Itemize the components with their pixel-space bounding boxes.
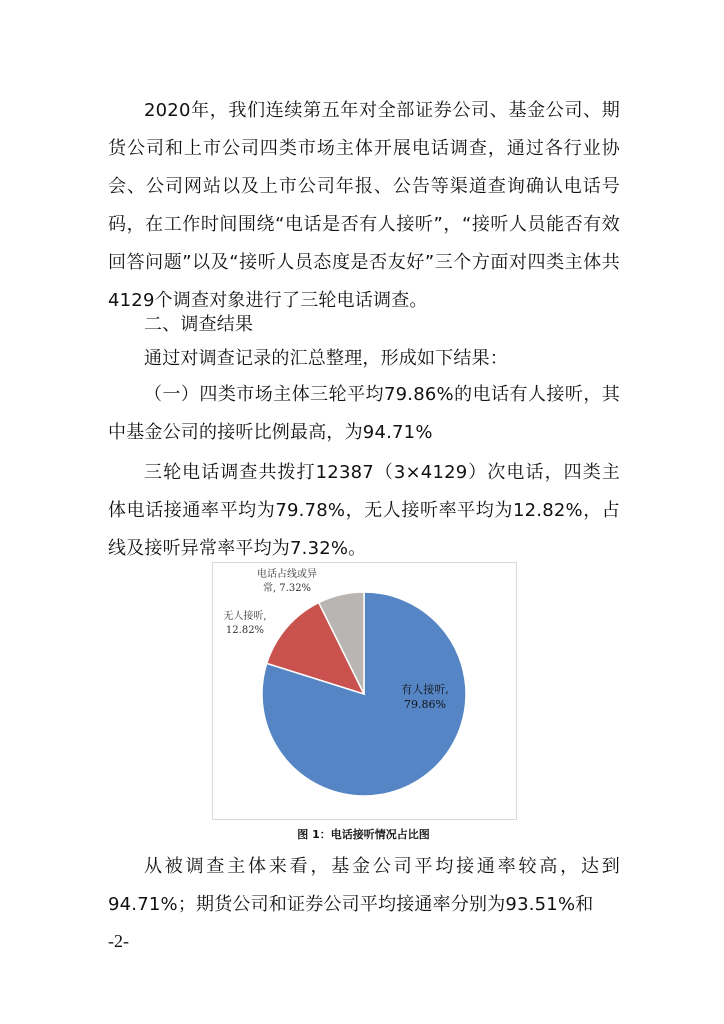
paragraph-results-intro: 通过对调查记录的汇总整理，形成如下结果： bbox=[144, 348, 508, 369]
pie-label-answered-value: 79.86% bbox=[404, 698, 446, 711]
pie-chart bbox=[213, 563, 516, 819]
pie-label-busy-name: 电话占线或异 bbox=[257, 569, 317, 580]
subheading-answer-rate: （一）四类市场主体三轮平均79.86%的电话有人接听，其中基金公司的接听比例最高，为94.71% bbox=[108, 384, 620, 443]
paragraph-call-statistics: 三轮电话调查共拨打12387（3×4129）次电话，四类主体电话接通率平均为79.78%，无人接听率平均为12.82%，占线及接听异常率平均为7.32%。 bbox=[108, 462, 620, 559]
pie-chart-frame bbox=[212, 562, 517, 820]
paragraph-subject-comparison: 从被调查主体来看，基金公司平均接通率较高，达到94.71%；期货公司和证券公司平均接通率分别为93.51%和 bbox=[108, 856, 620, 915]
pie-label-answered-name: 有人接听, bbox=[401, 683, 449, 696]
pie-label-unanswered-value: 12.82% bbox=[225, 625, 265, 636]
pie-label-unanswered-name: 无人接听, bbox=[223, 611, 267, 622]
pie-label-busy-value: 常, 7.32% bbox=[262, 583, 312, 594]
paragraph-survey-method: 2020年，我们连续第五年对全部证券公司、基金公司、期货公司和上市公司四类市场主体开展电话调查，通过各行业协会、公司网站以及上市公司年报、公告等渠道查询确认电话号码，在工作时间围绕“电话是否有人接听”，“接听人员能否有效回答问题”以及“接听人员态度是否友好”三个方面对四类主体共4129个调查对象进行了三轮电话调查。 bbox=[108, 100, 620, 311]
section-heading-results: 二、调查结果 bbox=[144, 314, 254, 335]
figure-caption: 图 1：电话接听情况占比图 bbox=[297, 828, 430, 841]
page-number: -2- bbox=[108, 931, 129, 951]
